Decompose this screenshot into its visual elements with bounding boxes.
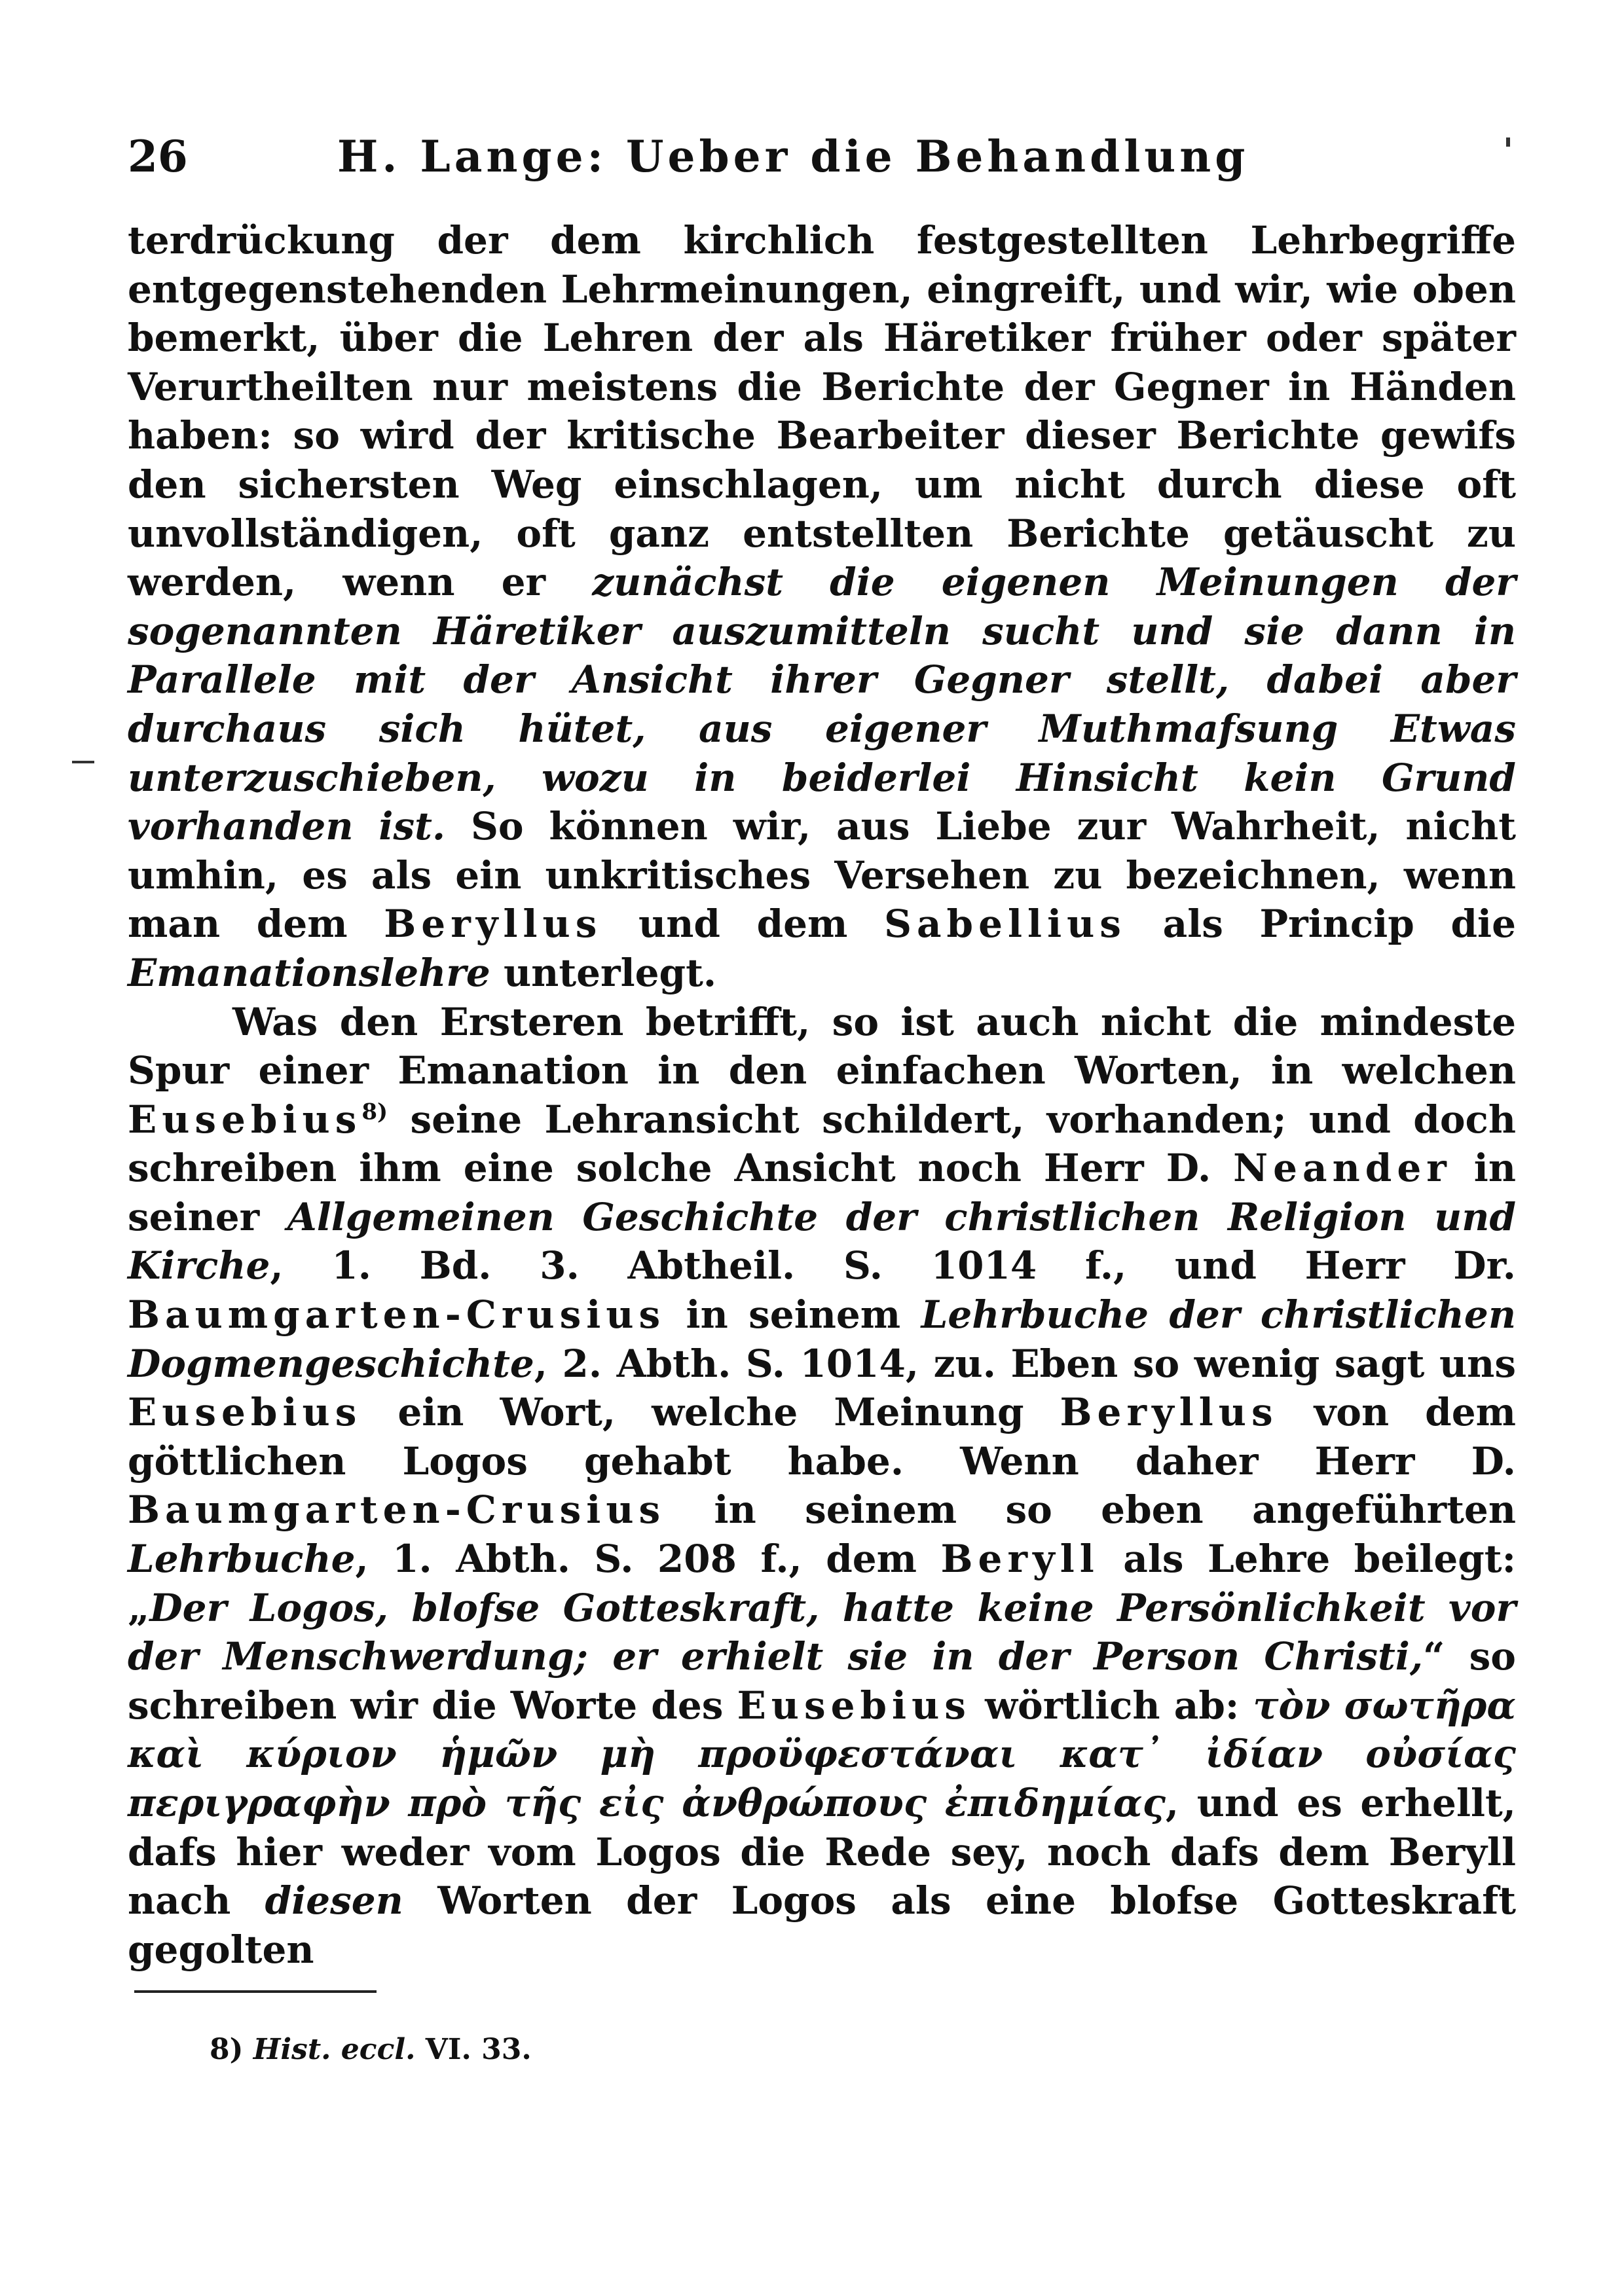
text-run: , 2. Abth. S. 1014, zu. Eben so wenig sagt uns	[534, 1341, 1516, 1386]
italic-run: Emanationslehre	[128, 950, 490, 995]
text-run: in seinem so eben angeführten	[665, 1487, 1516, 1533]
text-run: unterlegt.	[490, 950, 717, 995]
spaced-name: Neander	[1233, 1146, 1452, 1191]
text-run: in seiner	[128, 1146, 1516, 1239]
page-header	[128, 131, 1316, 190]
footnote-marker: 8)	[210, 2033, 244, 2066]
spaced-name: Eusebius	[128, 1390, 362, 1435]
text-run: So können wir, aus Liebe zur Wahrheit, nicht umhin, es als ein unkritisches Versehen zu bezeichnen, wenn man dem	[128, 804, 1516, 947]
text-run: seine Lehransicht schildert, vorhanden; und doch schreiben ihm eine solche Ansicht noch Herr D.	[128, 1097, 1516, 1191]
greek-quote: τὸν σωτῆρα καὶ κύριον ἡμῶν μὴ προϋφεστάναι κατ᾽ ἰδίαν οὐσίας περιγραφὴν πρὸ τῆς εἰς ἀνθρώπους ἐπιδημίας	[128, 1683, 1516, 1825]
text-run: von dem göttlichen Logos gehabt habe. Wenn daher Herr D.	[128, 1390, 1516, 1484]
margin-mark	[72, 761, 94, 763]
margin-mark	[1506, 137, 1510, 147]
footnote-reference: Hist. eccl.	[253, 2033, 416, 2066]
text-run: , und es erhellt, dafs hier weder vom Logos die Rede sey, noch dafs dem Beryll nach	[128, 1781, 1516, 1923]
footnote-rule	[134, 1990, 377, 1993]
italic-run: Der Logos, blofse Gotteskraft, hatte keine Persönlichkeit vor der Menschwerdung; er erhielt sie in der Person Christi,	[128, 1585, 1516, 1679]
text-run: terdrückung der dem kirchlich festgestellten Lehrbegriffe entgegenstehenden Lehrmeinungen, eingreift, und wir, wie oben bemerkt, über die Lehren der als Häretiker früher oder später Verurtheilten nur meistens die Berichte der Gegner in Händen haben: so wird der kritische Bearbeiter dieser Berichte gewifs den sichersten Weg einschlagen, um nicht durch diese oft unvollständigen, oft ganz entstellten Berichte getäuscht zu werden, wenn er	[128, 218, 1516, 605]
italic-run: Allgemeinen Geschichte der christlichen Religion und Kirche	[128, 1194, 1516, 1288]
running-title: H. Lange: Ueber die Behandlung	[337, 131, 1249, 182]
italic-run: zunächst die eigenen Meinungen der sogenannten Häretiker auszumitteln sucht und sie dann in Parallele mit der Ansicht ihrer Gegner stellt, dabei aber durchaus sich hütet, aus eigener Muthmafsung Etwas unterzuschieben, wozu in beiderlei Hinsicht kein Grund vorhanden ist.	[128, 560, 1516, 849]
spaced-name: Eusebius	[128, 1097, 362, 1142]
text-run: und dem	[602, 902, 885, 947]
spaced-name: Beryllus	[384, 902, 602, 947]
spaced-name: Sabellius	[884, 902, 1126, 947]
spaced-name: Beryll	[940, 1537, 1099, 1582]
body-text	[128, 216, 1516, 1974]
text-run: Was den Ersteren betrifft, so ist auch nicht die mindeste Spur einer Emanation in den einfachen Worten, in welchen	[128, 999, 1516, 1093]
paragraph	[128, 998, 1516, 1975]
text-run: wörtlich ab:	[970, 1683, 1253, 1728]
text-run: “ so schreiben wir die Worte des	[128, 1634, 1516, 1728]
text-run: Worten der Logos als eine blofse Gotteskraft gegolten	[128, 1878, 1516, 1972]
footnote-ref: 8)	[361, 1099, 388, 1125]
italic-run: Lehrbuche	[128, 1537, 356, 1582]
italic-run: Lehrbuche der christlichen Dogmengeschichte	[128, 1292, 1517, 1386]
spaced-name: Baumgarten-Crusius	[128, 1487, 666, 1533]
spaced-name: Beryllus	[1060, 1390, 1278, 1435]
footnote-reference-rest: VI. 33.	[415, 2033, 532, 2066]
page-number: 26	[128, 131, 188, 182]
spaced-name: Baumgarten-Crusius	[128, 1292, 666, 1338]
italic-run: diesen	[265, 1878, 403, 1923]
spaced-name: Eusebius	[737, 1683, 971, 1728]
text-run: ein Wort, welche Meinung	[361, 1390, 1060, 1435]
text-run: , 1. Abth. S. 208 f., dem	[355, 1537, 941, 1582]
paragraph	[128, 216, 1516, 998]
text-run: als Princip die	[1126, 902, 1516, 947]
text-run: als Lehre beilegt: „	[128, 1537, 1516, 1630]
text-run: , 1. Bd. 3. Abtheil. S. 1014 f., und Herr Dr.	[270, 1243, 1516, 1288]
footnote	[210, 2033, 1192, 2066]
text-run: in seinem	[665, 1292, 921, 1338]
